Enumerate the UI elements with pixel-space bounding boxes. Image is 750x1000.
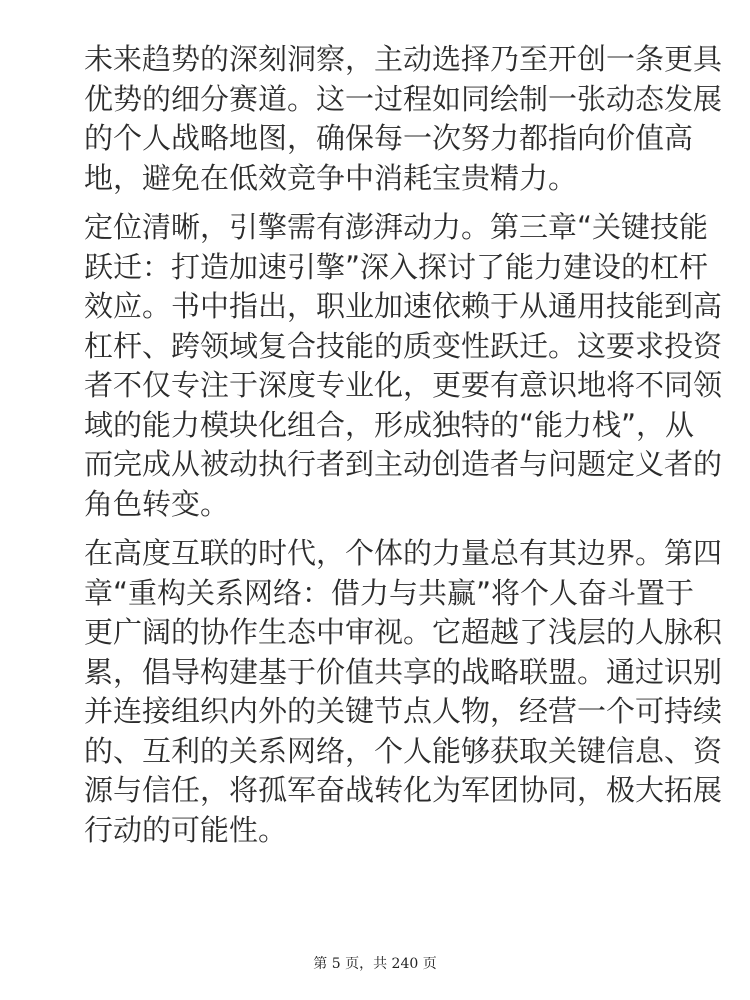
text-line: 域的能力模块化组合，形成独特的“能力栈”，从 [84,407,695,442]
paragraph-2 [84,208,723,524]
text-line: 累，倡导构建基于价值共享的战略联盟。通过识别 [84,654,723,689]
text-line: 源与信任，将孤军奋战转化为军团协同，极大拓展 [84,773,723,807]
page-number: 第 5 页，共 240 页 [313,956,437,972]
text-line: 的个人战略地图，确保每一次努力都指向价值高 [84,121,694,155]
paragraph-1 [84,40,723,198]
text-line: 未来趋势的深刻洞察，主动选择乃至开创一条更具 [84,42,723,76]
text-line: 杠杆、跨领域复合技能的质变性跃迁。这要求投资 [84,328,723,363]
text-line: 效应。书中指出，职业加速依赖于从通用技能到高 [84,289,723,323]
text-line: 而完成从被动执行者到主动创造者与问题定义者的 [84,447,723,481]
text-line: 地，避免在低效竞争中消耗宝贵精力。 [84,160,578,195]
text-line: 跃迁：打造加速引擎”深入探讨了能力建设的杠杆 [84,249,709,284]
text-line: 角色转变。 [84,486,230,521]
paragraph-3 [84,534,723,850]
text-line: 定位清晰，引擎需有澎湃动力。第三章“关键技能 [84,210,709,244]
text-line: 章“重构关系网络：借力与共赢”将个人奋斗置于 [84,575,695,610]
text-line: 更广阔的协作生态中审视。它超越了浅层的人脉积 [84,615,723,649]
text-line: 优势的细分赛道。这一过程如同绘制一张动态发展 [84,81,723,116]
text-line: 并连接组织内外的关键节点人物，经营一个可持续 [84,694,723,728]
text-line: 的、互利的关系网络，个人能够获取关键信息、资 [84,733,723,768]
text-line: 者不仅专注于深度专业化，更要有意识地将不同领 [84,368,723,402]
document-body [84,40,723,860]
text-line: 行动的可能性。 [84,812,288,847]
text-line: 在高度互联的时代，个体的力量总有其边界。第四 [84,536,723,570]
